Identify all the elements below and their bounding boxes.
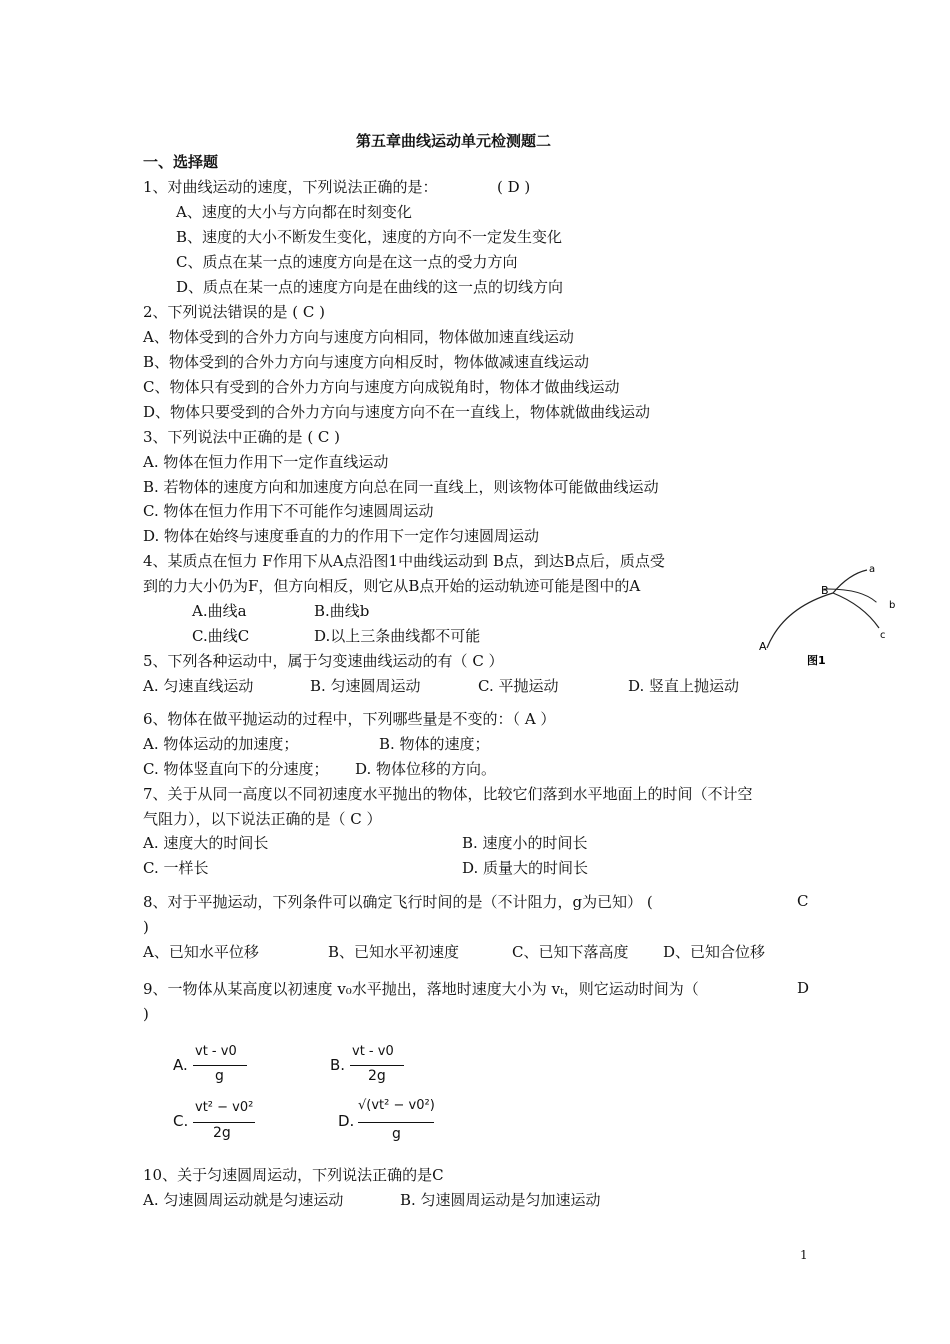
q10-option-a: A. 匀速圆周运动就是匀速运动 xyxy=(143,1191,344,1209)
formula-a-label: A. xyxy=(173,1056,188,1074)
q3-option-c: C. 物体在恒力作用下不可能作匀速圆周运动 xyxy=(143,502,434,520)
q5-option-b: B. 匀速圆周运动 xyxy=(310,677,421,695)
formula-c xyxy=(173,1098,273,1148)
q2-option-d: D、物体只要受到的合外力方向与速度方向不在一直线上，物体就做曲线运动 xyxy=(143,403,651,421)
curve-a-to-b xyxy=(767,593,833,648)
q7-option-b: B. 速度小的时间长 xyxy=(462,834,588,852)
label-b: b xyxy=(889,600,896,611)
q3-option-d: D. 物体在始终与速度垂直的力的作用下一定作匀速圆周运动 xyxy=(143,527,540,545)
formula-b-label: B. xyxy=(330,1056,346,1074)
q8-option-b: B、已知水平初速度 xyxy=(328,943,460,961)
q3-option-b: B. 若物体的速度方向和加速度方向总在同一直线上，则该物体可能做曲线运动 xyxy=(143,478,659,496)
formula-b-bar xyxy=(350,1065,404,1066)
q1-option-a: A、速度的大小与方向都在时刻变化 xyxy=(176,203,412,221)
label-a: a xyxy=(869,564,876,575)
q9-answer: D xyxy=(797,979,810,997)
q1-option-c: C、质点在某一点的速度方向是在这一点的受力方向 xyxy=(176,253,518,271)
q6-stem: 6、物体在做平抛运动的过程中，下列哪些量是不变的：（ A ） xyxy=(143,710,556,728)
q4-option-d: D.以上三条曲线都不可能 xyxy=(314,627,481,645)
q2-option-b: B、物体受到的合外力方向与速度方向相反时，物体做减速直线运动 xyxy=(143,353,590,371)
q7-option-c: C. 一样长 xyxy=(143,859,209,877)
formula-c-label: C. xyxy=(173,1112,189,1130)
q1-option-d: D、质点在某一点的速度方向是在曲线的这一点的切线方向 xyxy=(176,278,564,296)
q2-option-a: A、物体受到的合外力方向与速度方向相同，物体做加速直线运动 xyxy=(143,328,574,346)
q10-stem: 10、关于匀速圆周运动，下列说法正确的是C xyxy=(143,1166,444,1184)
formula-b-denominator: 2g xyxy=(368,1068,386,1084)
q9-line2: ) xyxy=(143,1005,149,1023)
q6-option-b: B. 物体的速度； xyxy=(379,735,490,753)
formula-a-bar xyxy=(193,1065,247,1066)
q1-stem: 1、对曲线运动的速度，下列说法正确的是： xyxy=(143,178,438,196)
q6-option-d: D. 物体位移的方向。 xyxy=(355,760,497,778)
formula-a-numerator: vt - v0 xyxy=(195,1044,237,1059)
q8-option-d: D、已知合位移 xyxy=(663,943,766,961)
label-c: c xyxy=(880,630,886,641)
formula-d-label: D. xyxy=(338,1112,355,1130)
page-title: 第五章曲线运动单元检测题二 xyxy=(356,132,552,150)
q4-option-c: C.曲线C xyxy=(192,627,250,645)
q7-option-a: A. 速度大的时间长 xyxy=(143,834,269,852)
formula-a xyxy=(173,1044,263,1090)
formula-d xyxy=(338,1096,448,1148)
q1-option-b: B、速度的大小不断发生变化，速度的方向不一定发生变化 xyxy=(176,228,563,246)
label-A: A xyxy=(759,640,767,653)
q5-option-a: A. 匀速直线运动 xyxy=(143,677,254,695)
q4-option-b: B.曲线b xyxy=(314,602,370,620)
q8-line1: 8、对于平抛运动，下列条件可以确定飞行时间的是（不计阻力，g为已知） ( xyxy=(143,893,653,911)
section-heading: 一、选择题 xyxy=(143,153,219,171)
q2-stem: 2、下列说法错误的是 ( C ) xyxy=(143,303,326,321)
q7-option-d: D. 质量大的时间长 xyxy=(462,859,589,877)
figure-1-trajectory xyxy=(755,560,896,670)
q3-option-a: A. 物体在恒力作用下一定作直线运动 xyxy=(143,453,389,471)
label-B: B xyxy=(821,584,829,597)
q1-answer: ( D ) xyxy=(497,178,531,196)
page-number: 1 xyxy=(800,1248,808,1262)
q7-line1: 7、关于从同一高度以不同初速度水平抛出的物体，比较它们落到水平地面上的时间（不计空 xyxy=(143,785,753,803)
formula-d-bar xyxy=(358,1122,434,1123)
q5-stem: 5、下列各种运动中，属于匀变速曲线运动的有（ C ） xyxy=(143,652,504,670)
q8-line2: ) xyxy=(143,918,149,936)
figure-caption: 图1 xyxy=(807,654,826,667)
q8-answer: C xyxy=(797,892,809,910)
q10-option-b: B. 匀速圆周运动是匀加速运动 xyxy=(400,1191,601,1209)
q6-option-a: A. 物体运动的加速度； xyxy=(143,735,299,753)
formula-d-numerator: √(vt² − v0²) xyxy=(358,1098,435,1113)
formula-c-numerator: vt² − v0² xyxy=(195,1100,254,1115)
q5-option-d: D. 竖直上抛运动 xyxy=(628,677,740,695)
q2-option-c: C、物体只有受到的合外力方向与速度方向成锐角时，物体才做曲线运动 xyxy=(143,378,620,396)
q4-line2: 到的力大小仍为F，但方向相反，则它从B点开始的运动轨迹可能是图中的A xyxy=(143,577,641,595)
curve-b xyxy=(824,589,877,602)
q6-option-c: C. 物体竖直向下的分速度； xyxy=(143,760,329,778)
q8-option-a: A、已知水平位移 xyxy=(143,943,259,961)
curve-c xyxy=(833,593,879,628)
q8-option-c: C、已知下落高度 xyxy=(512,943,629,961)
formula-c-bar xyxy=(193,1122,255,1123)
q7-line2: 气阻力），以下说法正确的是（ C ） xyxy=(143,810,382,828)
formula-d-denominator: g xyxy=(392,1126,401,1142)
formula-c-denominator: 2g xyxy=(213,1125,231,1141)
formula-a-denominator: g xyxy=(215,1068,224,1084)
q9-line1: 9、一物体从某高度以初速度 v₀水平抛出，落地时速度大小为 vₜ，则它运动时间为（ xyxy=(143,980,699,998)
q4-option-a: A.曲线a xyxy=(192,602,247,620)
q3-stem: 3、下列说法中正确的是 ( C ) xyxy=(143,428,341,446)
q4-line1: 4、某质点在恒力 F作用下从A点沿图1中曲线运动到 B点，到达B点后，质点受 xyxy=(143,552,665,570)
formula-b-numerator: vt - v0 xyxy=(352,1044,394,1059)
formula-b xyxy=(330,1044,420,1090)
q5-option-c: C. 平抛运动 xyxy=(478,677,559,695)
